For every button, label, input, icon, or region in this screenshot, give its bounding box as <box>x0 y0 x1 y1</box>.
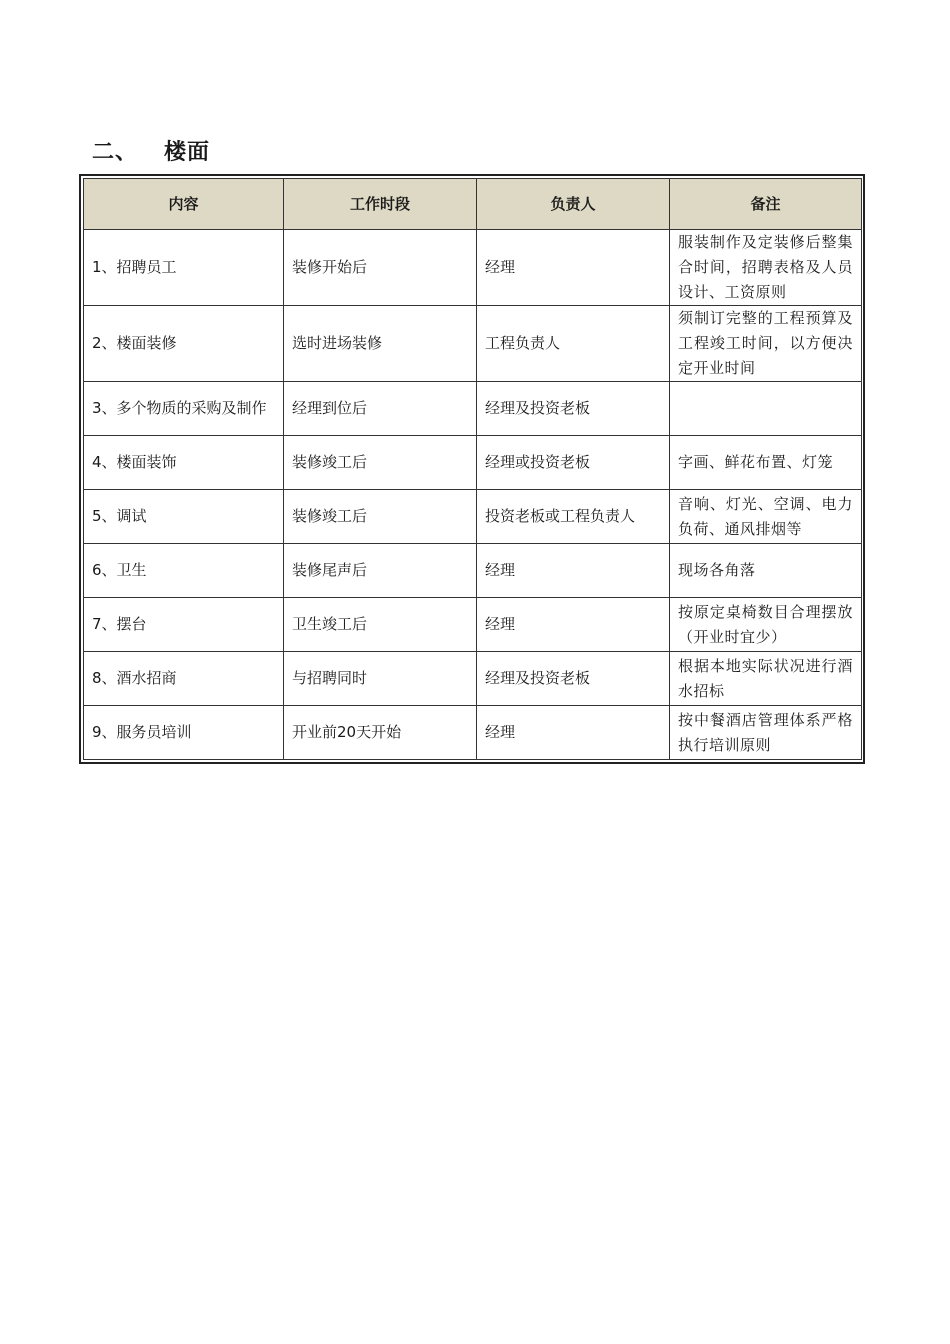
cell-period: 选时进场装修 <box>284 306 477 382</box>
table-row <box>84 490 862 544</box>
cell-period: 经理到位后 <box>284 382 477 436</box>
header-owner: 负责人 <box>477 179 670 230</box>
cell-owner: 经理及投资老板 <box>477 382 670 436</box>
section-title: 楼面 <box>164 138 211 165</box>
header-period: 工作时段 <box>284 179 477 230</box>
cell-note: 字画、鲜花布置、灯笼 <box>670 436 862 490</box>
table-row <box>84 598 862 652</box>
cell-note: 按中餐酒店管理体系严格执行培训原则 <box>670 706 862 760</box>
cell-content: 7、摆台 <box>84 598 284 652</box>
table-header-row <box>84 179 862 230</box>
cell-note: 须制订完整的工程预算及工程竣工时间，以方便决定开业时间 <box>670 306 862 382</box>
cell-owner: 经理或投资老板 <box>477 436 670 490</box>
header-note: 备注 <box>670 179 862 230</box>
cell-period: 装修竣工后 <box>284 490 477 544</box>
cell-period: 与招聘同时 <box>284 652 477 706</box>
cell-content: 2、楼面装修 <box>84 306 284 382</box>
cell-note: 服装制作及定装修后整集合时间，招聘表格及人员设计、工资原则 <box>670 230 862 306</box>
cell-period: 开业前20天开始 <box>284 706 477 760</box>
cell-note <box>670 382 862 436</box>
cell-period: 卫生竣工后 <box>284 598 477 652</box>
cell-content: 5、调试 <box>84 490 284 544</box>
cell-content: 9、服务员培训 <box>84 706 284 760</box>
cell-content: 1、招聘员工 <box>84 230 284 306</box>
cell-owner: 经理 <box>477 544 670 598</box>
cell-owner: 投资老板或工程负责人 <box>477 490 670 544</box>
table-frame <box>79 174 865 764</box>
table-row <box>84 306 862 382</box>
table-row <box>84 706 862 760</box>
cell-note: 根据本地实际状况进行酒水招标 <box>670 652 862 706</box>
cell-period: 装修开始后 <box>284 230 477 306</box>
section-number: 二、 <box>92 138 139 165</box>
cell-content: 8、酒水招商 <box>84 652 284 706</box>
header-content: 内容 <box>84 179 284 230</box>
table-row <box>84 436 862 490</box>
cell-owner: 经理及投资老板 <box>477 652 670 706</box>
cell-content: 3、多个物质的采购及制作 <box>84 382 284 436</box>
table-row <box>84 544 862 598</box>
cell-owner: 工程负责人 <box>477 306 670 382</box>
table-row <box>84 382 862 436</box>
section-heading <box>92 130 210 170</box>
cell-period: 装修竣工后 <box>284 436 477 490</box>
cell-content: 4、楼面装饰 <box>84 436 284 490</box>
table-row <box>84 230 862 306</box>
cell-period: 装修尾声后 <box>284 544 477 598</box>
cell-owner: 经理 <box>477 230 670 306</box>
cell-content: 6、卫生 <box>84 544 284 598</box>
cell-owner: 经理 <box>477 706 670 760</box>
cell-note: 现场各角落 <box>670 544 862 598</box>
cell-note: 音响、灯光、空调、电力负荷、通风排烟等 <box>670 490 862 544</box>
table-row <box>84 652 862 706</box>
cell-owner: 经理 <box>477 598 670 652</box>
plan-table <box>83 178 862 760</box>
cell-note: 按原定桌椅数目合理摆放（开业时宜少） <box>670 598 862 652</box>
